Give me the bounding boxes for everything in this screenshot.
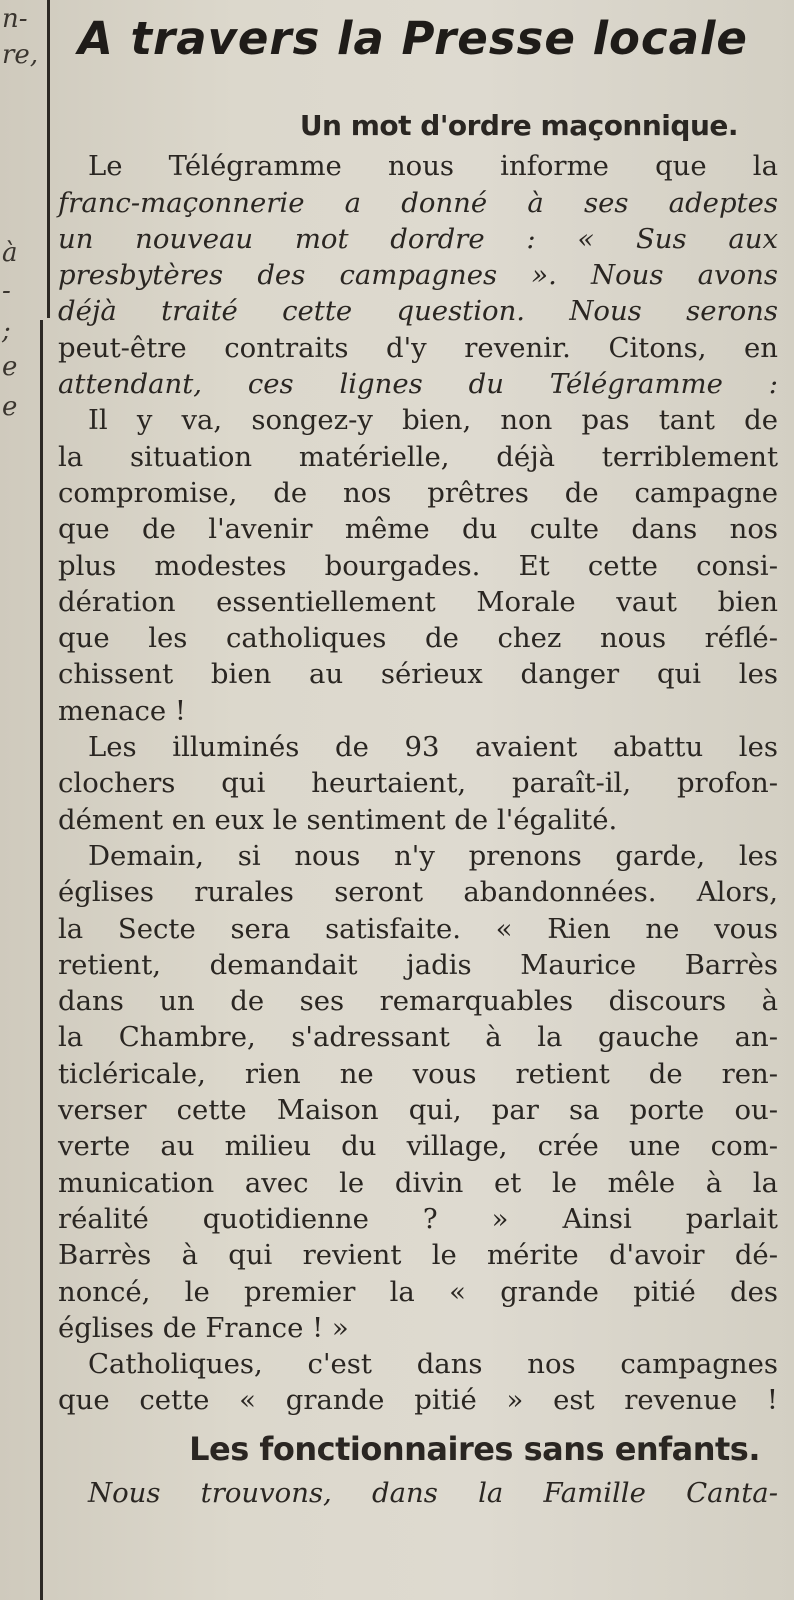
text-line: retient, demandait jadis Maurice Barrès	[58, 948, 778, 981]
text-line: attendant, ces lignes du Télégramme :	[58, 368, 778, 401]
article-heading: Les fonctionnaires sans enfants.	[189, 1429, 760, 1468]
text-line: déjà traité cette question. Nous serons	[58, 295, 778, 328]
fragment: n-	[2, 4, 28, 34]
text-line: chissent bien au sérieux danger qui les	[58, 658, 778, 691]
text-line: clochers qui heurtaient, paraît-il, profon-	[58, 767, 778, 800]
text-line: un nouveau mot dordre : « Sus aux	[58, 222, 778, 255]
text-line: menace !	[58, 694, 186, 727]
text-line: Il y va, songez-y bien, non pas tant de	[88, 404, 778, 437]
text-line: Barrès à qui revient le mérite d'avoir dé-	[58, 1239, 778, 1272]
article-intro	[58, 148, 778, 402]
text-line: verser cette Maison qui, par sa porte ou-	[58, 1094, 778, 1127]
quoted-passage	[58, 402, 778, 1418]
column-rule-top	[47, 0, 50, 318]
fragment: re,	[2, 40, 39, 70]
text-line: dération essentiellement Morale vaut bien	[58, 585, 778, 618]
text-line: peut-être contraits d'y revenir. Citons, en	[58, 331, 778, 364]
article-heading: Un mot d'ordre maçonnique.	[299, 109, 738, 142]
fragment: à	[2, 238, 18, 268]
article-column	[58, 108, 778, 1511]
text-line: dans un de ses remarquables discours à	[58, 985, 778, 1018]
text-line: Le Télégramme nous informe que la	[88, 150, 778, 183]
text-line: verte au milieu du village, crée une com-	[58, 1130, 778, 1163]
text-line: franc-maçonnerie a donné à ses adeptes	[58, 186, 778, 219]
text-line: églises de France ! »	[58, 1311, 349, 1344]
fragment: e	[2, 352, 18, 382]
text-line: églises rurales seront abandonnées. Alors,	[58, 876, 778, 909]
text-line: que de l'avenir même du culte dans nos	[58, 513, 778, 546]
text-line: que les catholiques de chez nous réflé-	[58, 622, 778, 655]
section-title: A travers la Presse locale	[78, 12, 748, 65]
text-line: ticléricale, rien ne vous retient de ren-	[58, 1057, 778, 1090]
text-line: la Chambre, s'adressant à la gauche an-	[58, 1021, 778, 1054]
text-line: noncé, le premier la « grande pitié des	[58, 1275, 778, 1308]
text-line: compromise, de nos prêtres de campagne	[58, 476, 778, 509]
text-line: plus modestes bourgades. Et cette consi-	[58, 549, 778, 582]
text-line: dément en eux le sentiment de l'égalité.	[58, 803, 618, 836]
text-line: Les illuminés de 93 avaient abattu les	[88, 731, 778, 764]
column-rule	[40, 320, 43, 1600]
fragment: ;	[2, 316, 11, 346]
text-line: la Secte sera satisfaite. « Rien ne vous	[58, 912, 778, 945]
text-line: Catholiques, c'est dans nos campagnes	[88, 1348, 778, 1381]
text-line: Demain, si nous n'y prenons garde, les	[88, 839, 778, 872]
text-line: la situation matérielle, déjà terriblement	[58, 440, 778, 473]
text-line: munication avec le divin et le mêle à la	[58, 1166, 778, 1199]
fragment: e	[2, 392, 18, 422]
text-line: réalité quotidienne ? » Ainsi parlait	[58, 1202, 778, 1235]
text-line: Nous trouvons, dans la Famille Canta-	[88, 1476, 778, 1509]
fragment: -	[2, 276, 11, 306]
text-line: presbytères des campagnes ». Nous avons	[58, 259, 778, 292]
text-line: que cette « grande pitié » est revenue !	[58, 1384, 778, 1417]
